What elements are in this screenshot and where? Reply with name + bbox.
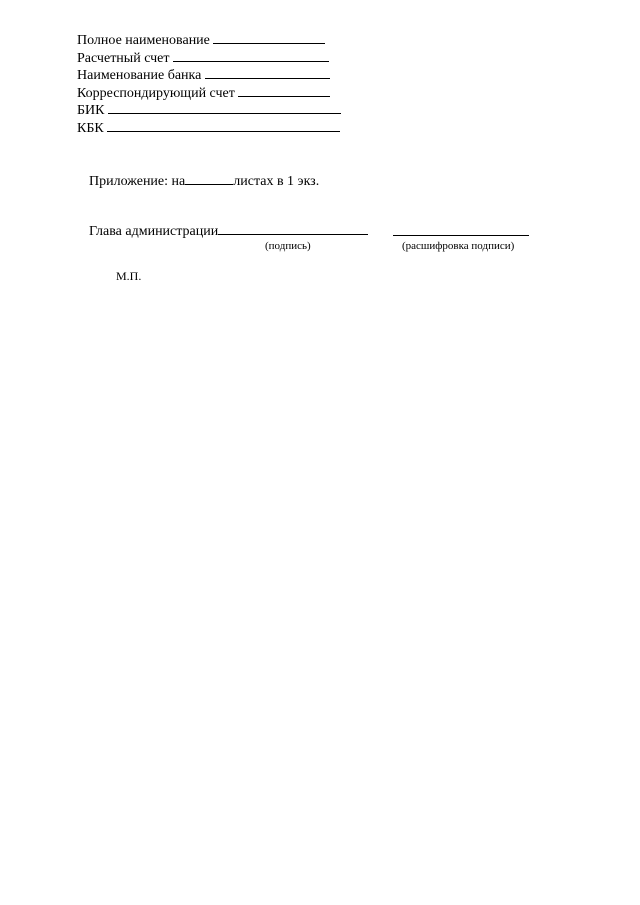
full-name-label: Полное наименование [77,33,210,48]
bik-label: БИК [77,103,105,118]
full-name-line [77,31,325,49]
corr-account-label: Корреспондирующий счет [77,86,235,101]
account-field[interactable] [173,49,329,62]
head-label: Глава администрации [89,224,219,239]
bik-line [77,101,341,119]
full-name-field[interactable] [213,31,325,44]
bank-line [77,66,330,84]
bank-field[interactable] [205,66,330,79]
signature-field[interactable] [218,222,368,235]
signature-line [89,222,368,240]
kbk-label: КБК [77,121,104,136]
signature-decode-field[interactable] [393,235,529,236]
kbk-field[interactable] [107,119,340,132]
attachment-sheets-field[interactable] [185,172,233,185]
corr-account-field[interactable] [238,84,330,97]
bank-label: Наименование банка [77,68,202,83]
attachment-line [89,172,319,190]
signature-caption: (подпись) [265,240,311,252]
account-label: Расчетный счет [77,51,170,66]
kbk-line [77,119,340,137]
attachment-suffix: листах в 1 экз. [233,174,320,189]
attachment-prefix: Приложение: на [89,174,186,189]
bik-field[interactable] [108,101,341,114]
stamp-label: М.П. [116,269,142,283]
account-line [77,49,329,67]
signature-decode-caption: (расшифровка подписи) [402,240,515,252]
corr-account-line [77,84,330,102]
